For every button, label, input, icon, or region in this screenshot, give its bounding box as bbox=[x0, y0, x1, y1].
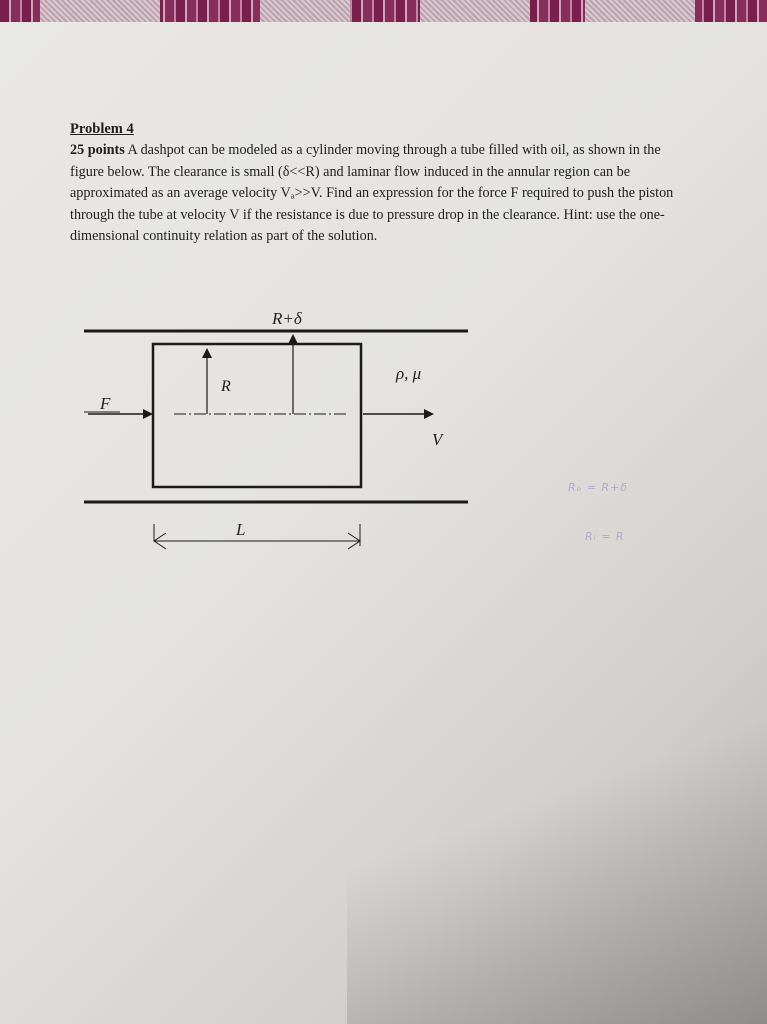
handwritten-note-outer: Rₒ = R+δ bbox=[568, 481, 628, 494]
problem-points: 25 points bbox=[70, 142, 125, 159]
label-force: F bbox=[100, 394, 111, 413]
label-velocity: V bbox=[432, 430, 443, 449]
problem-body: A dashpot can be modeled as a cylinder moving through a tube filled with oil, as shown in the figure below. The clearance is small (δ<<R) and laminar flow induced in the annular region can be approximated as an average velocity Vₐ>>V. Find an expression for the force F required to push the piston through the tube at velocity V if the resistance is due to pressure drop in the clearance. Hint: use the one-dimensional continuity relation as part of the solution. bbox=[70, 142, 674, 245]
label-outer-radius: R+δ bbox=[272, 309, 302, 328]
label-radius: R bbox=[221, 378, 231, 395]
problem-title: Problem 4 bbox=[70, 121, 134, 137]
handwritten-note-inner: Rᵢ = R bbox=[585, 530, 625, 543]
piston-cylinder bbox=[153, 344, 361, 487]
label-length: L bbox=[236, 520, 246, 539]
label-fluid-properties: ρ, μ bbox=[396, 364, 422, 383]
